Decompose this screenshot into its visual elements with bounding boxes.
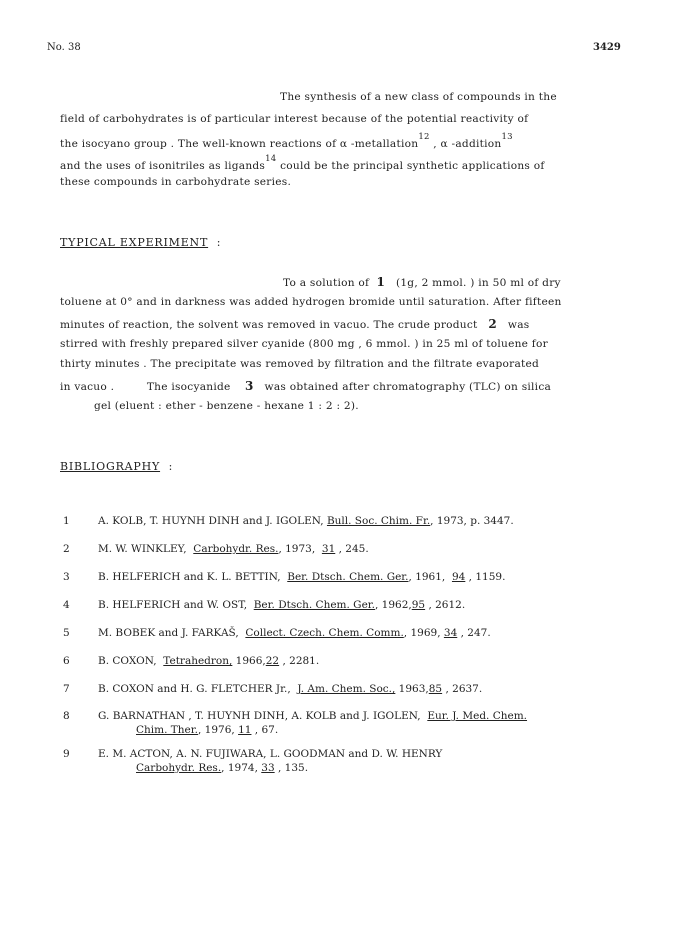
- intro-line-2: field of carbohydrates is of particular interest because of the potential reactivity of: [60, 113, 529, 125]
- typical-line-2: toluene at 0° and in darkness was added hydrogen bromide until saturation. After fifteen: [60, 296, 562, 308]
- typical-line-4: stirred with freshly prepared silver cyanide (800 mg , 6 mmol. ) in 25 ml of toluene for: [60, 338, 548, 350]
- typical-line-6: in vacuo . The isocyanide 3 was obtained after chromatography (TLC) on silica: [60, 379, 552, 393]
- reference-number: 6: [63, 655, 70, 667]
- intro-line-1: The synthesis of a new class of compounds in the: [280, 91, 557, 103]
- typical-line-7: gel (eluent : ether - benzene - hexane 1 : 2 : 2).: [94, 400, 359, 412]
- reference-number: 3: [63, 571, 70, 583]
- reference-number: 5: [63, 627, 70, 639]
- reference-entry: M. W. WINKLEY, Carbohydr. Res., 1973, 31 , 245.: [98, 543, 369, 555]
- page-journal-number: No. 38: [47, 42, 81, 53]
- reference-number: 7: [63, 683, 70, 695]
- intro-line-4: and the uses of isonitriles as ligands$^{14}$ could be the principal synthetic applications of: [60, 154, 545, 172]
- page-number: 3429: [593, 42, 621, 53]
- bibliography-heading: BIBLIOGRAPHY :: [60, 460, 174, 473]
- typical-line-5: thirty minutes . The precipitate was removed by filtration and the filtrate evaporated: [60, 358, 540, 370]
- reference-entry: E. M. ACTON, A. N. FUJIWARA, L. GOODMAN and D. W. HENRY: [98, 748, 443, 760]
- reference-number: 9: [63, 748, 70, 760]
- intro-line-3: the isocyano group . The well-known reactions of α -metallation$^{12}$ , α -addition$^{13}$: [60, 132, 513, 150]
- reference-entry: A. KOLB, T. HUYNH DINH and J. IGOLEN, Bull. Soc. Chim. Fr., 1973, p. 3447.: [98, 515, 514, 527]
- reference-entry-continuation: Chim. Ther., 1976, 11 , 67.: [136, 724, 279, 736]
- reference-entry: B. COXON and H. G. FLETCHER Jr., J. Am. Chem. Soc., 1963,85 , 2637.: [98, 683, 483, 695]
- reference-number: 4: [63, 599, 70, 611]
- reference-number: 8: [63, 710, 70, 722]
- typical-line-1: To a solution of 1 (1g, 2 mmol. ) in 50 ml of dry: [283, 275, 561, 289]
- reference-entry: B. COXON, Tetrahedron, 1966,22 , 2281.: [98, 655, 320, 667]
- reference-entry: G. BARNATHAN , T. HUYNH DINH, A. KOLB and J. IGOLEN, Eur. J. Med. Chem.: [98, 710, 528, 722]
- typical-experiment-heading: TYPICAL EXPERIMENT :: [60, 236, 222, 249]
- reference-number: 1: [63, 515, 70, 527]
- reference-entry-continuation: Carbohydr. Res., 1974, 33 , 135.: [136, 762, 309, 774]
- reference-entry: M. BOBEK and J. FARKAŠ, Collect. Czech. Chem. Comm., 1969, 34 , 247.: [98, 627, 491, 639]
- typical-line-3: minutes of reaction, the solvent was removed in vacuo. The crude product 2 was: [60, 317, 530, 331]
- intro-line-5: these compounds in carbohydrate series.: [60, 176, 292, 188]
- reference-entry: B. HELFERICH and W. OST, Ber. Dtsch. Chem. Ger., 1962,95 , 2612.: [98, 599, 466, 611]
- reference-entry: B. HELFERICH and K. L. BETTIN, Ber. Dtsch. Chem. Ger., 1961, 94 , 1159.: [98, 571, 506, 583]
- reference-number: 2: [63, 543, 70, 555]
